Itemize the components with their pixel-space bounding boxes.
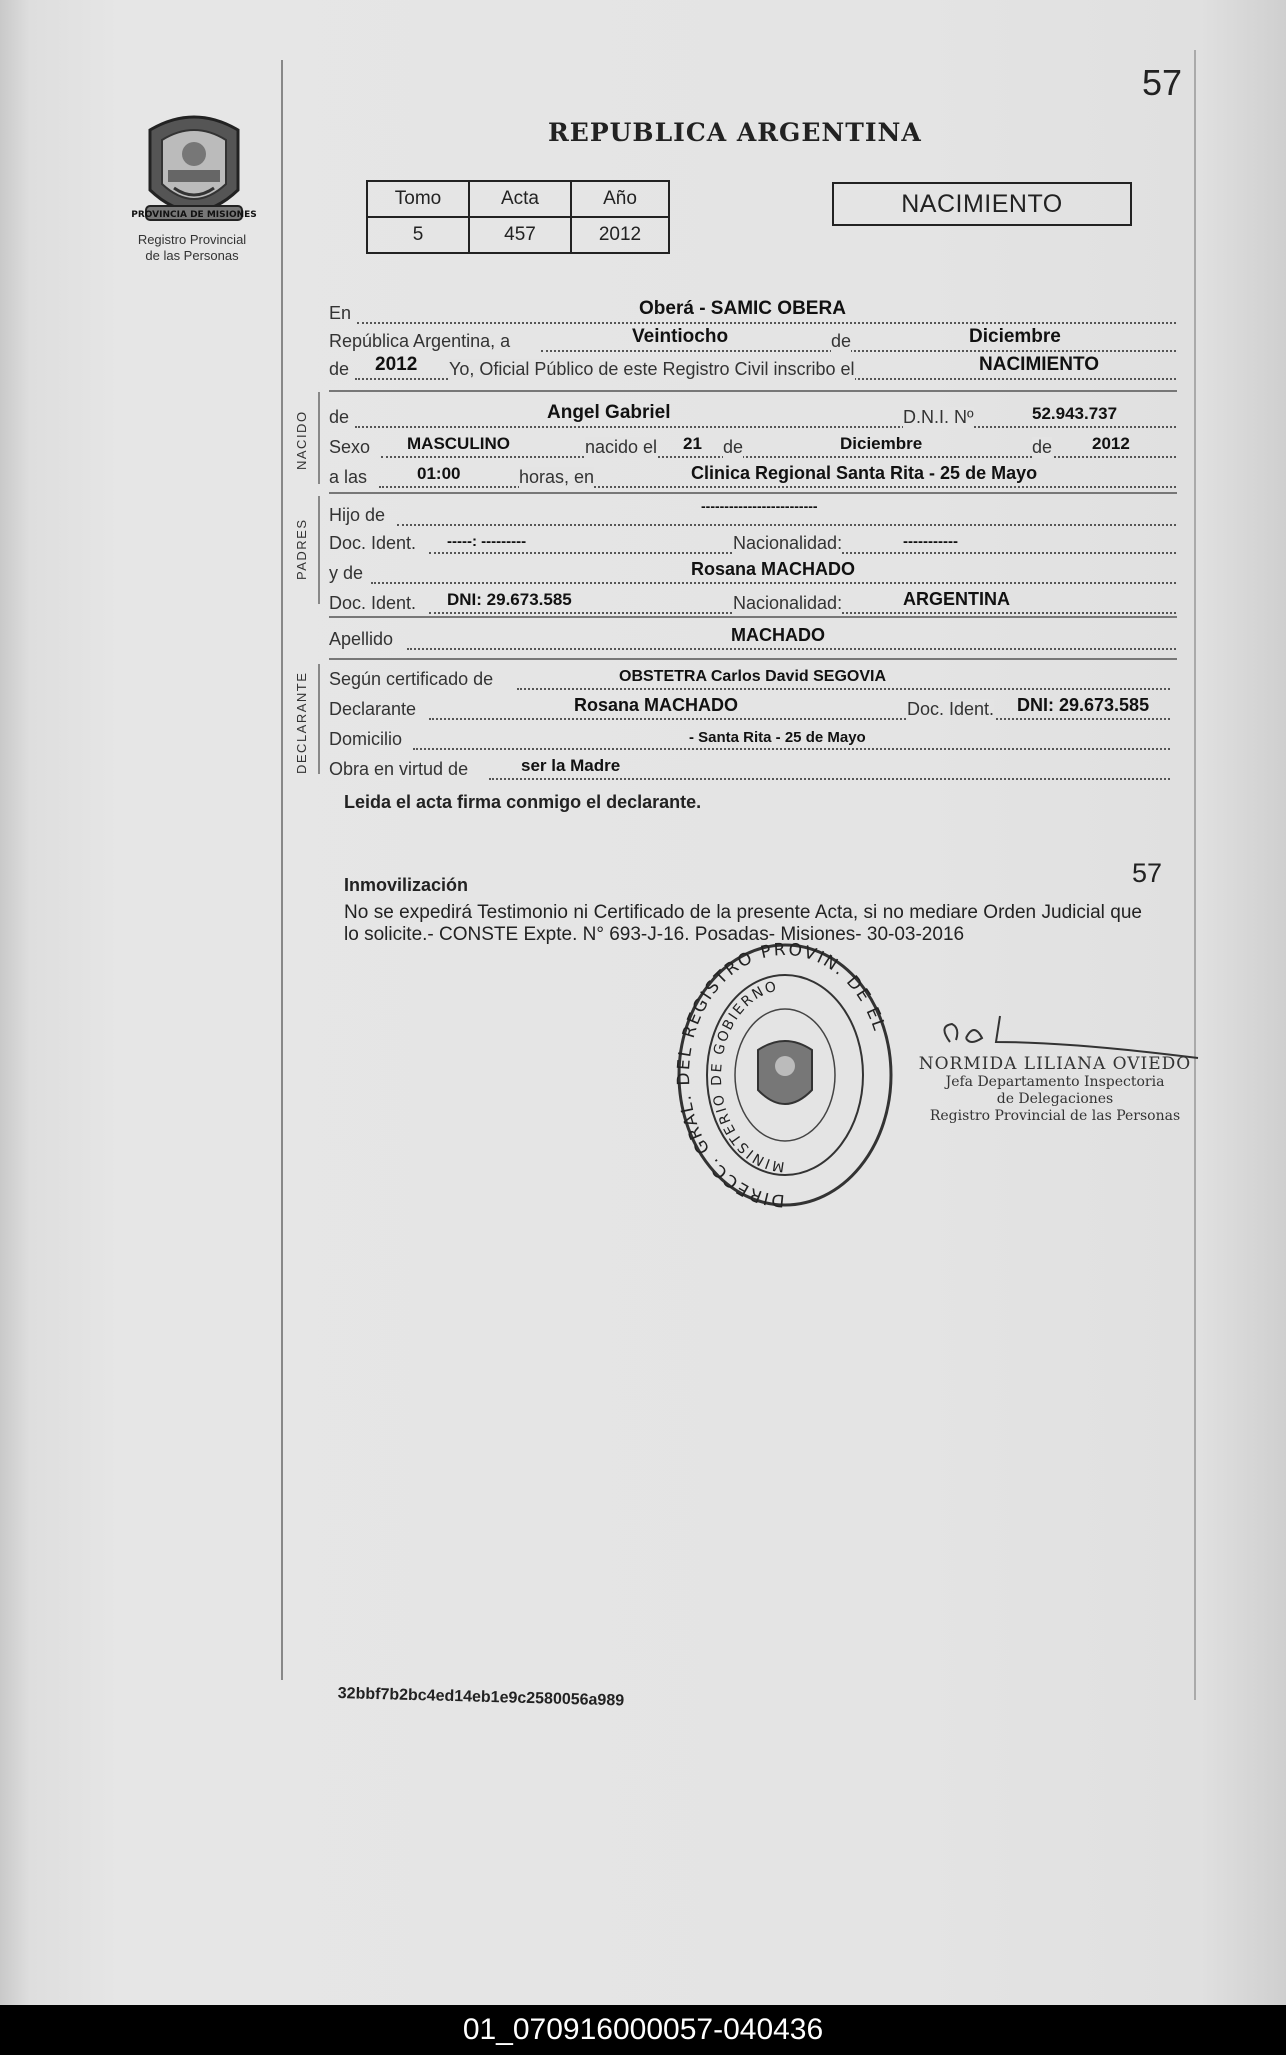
declarante-label: Declarante (329, 699, 417, 719)
father-doc-label: Doc. Ident. (329, 533, 417, 553)
certificate-value: OBSTETRA Carlos David SEGOVIA (619, 668, 887, 685)
birth-de-label: de (723, 437, 744, 457)
right-margin-line (1194, 50, 1196, 1700)
registry-caption (122, 232, 262, 264)
row-hijo-de (329, 498, 1176, 528)
footer-id-bar: 01_070916000057-040436 (0, 2005, 1286, 2055)
official-stamp-icon (674, 940, 896, 1210)
row-declarante (329, 696, 1176, 722)
nacido-el-label: nacido el (585, 437, 658, 457)
nacido-section-label: NACIDO (294, 410, 309, 470)
father-name-value: ------------------------- (701, 498, 818, 514)
row-year (329, 356, 1176, 382)
record-table (366, 180, 670, 254)
signatory-line3: Registro Provincial de las Personas (929, 1108, 1181, 1124)
nacido-de-label: de (329, 407, 350, 427)
acta-header: Acta (469, 181, 571, 217)
place-value: Oberá - SAMIC OBERA (639, 298, 846, 319)
row-republica (329, 328, 1176, 354)
anio-header: Año (571, 181, 669, 217)
declarante-doc-label: Doc. Ident. (907, 699, 995, 719)
obra-label: Obra en virtud de (329, 759, 469, 779)
mother-doc-label: Doc. Ident. (329, 593, 417, 613)
declarante-section-label: DECLARANTE (294, 671, 309, 774)
record-type-box: NACIMIENTO (832, 182, 1132, 226)
row-apellido (329, 626, 1176, 652)
certificado-label: Según certificado de (329, 669, 494, 689)
birth-place-value: Clinica Regional Santa Rita - 25 de Mayo (691, 463, 1038, 483)
padres-section-label: PADRES (294, 518, 309, 580)
row-certificado (329, 666, 1176, 692)
yo-label: Yo, Oficial Público de este Registro Civil inscribo el (449, 359, 855, 379)
hijo-de-label: Hijo de (329, 505, 386, 525)
signatory-line1: Jefa Departamento Inspectoria (945, 1074, 1165, 1090)
signatory-name: NORMIDA LILIANA OVIEDO (918, 1054, 1192, 1074)
father-nac-label: Nacionalidad: (733, 533, 843, 553)
mother-nac-label: Nacionalidad: (733, 593, 843, 613)
stamp-outer-text: DIRECC. GRAL. DEL REGISTRO PROVIN. DE EL (674, 940, 890, 1210)
birth-year-value: 2012 (1092, 434, 1130, 453)
signatory-line2: de Delegaciones (996, 1091, 1114, 1107)
act-value: NACIMIENTO (979, 354, 1099, 375)
row-hora (329, 464, 1176, 490)
mother-doc-value: DNI: 29.673.585 (447, 590, 572, 609)
child-dni-value: 52.943.737 (1032, 404, 1118, 423)
sexo-value: MASCULINO (407, 434, 510, 453)
y-de-label: y de (329, 563, 364, 583)
registry-caption-line1: Registro Provincial (137, 232, 247, 247)
record-table-header-row (367, 181, 669, 217)
row-mother-doc (329, 590, 1176, 616)
row-obra (329, 756, 1176, 782)
declarante-name-value: Rosana MACHADO (574, 695, 739, 715)
mother-name-value: Rosana MACHADO (691, 559, 856, 579)
basis-value: ser la Madre (521, 756, 621, 775)
mother-nationality-value: ARGENTINA (903, 589, 1010, 609)
father-doc-value: -----: --------- (447, 533, 527, 550)
row-domicilio (329, 726, 1176, 752)
inmovilizacion-text: No se expedirá Testimonio ni Certificado de la presente Acta, si no mediare Orden Judicial que lo solicite.- CONSTE Expte. N° 693-J-16. Posadas- Misiones- 30-03-2016 (344, 902, 1142, 945)
birth-de-label2: de (1032, 437, 1053, 457)
misiones-emblem-icon (131, 110, 257, 232)
inmovilizacion-heading: Inmovilización (344, 875, 469, 895)
time-value: 01:00 (417, 464, 461, 483)
de-label-year: de (329, 359, 350, 379)
declarante-doc-value: DNI: 29.673.585 (1017, 695, 1150, 715)
en-label: En (329, 303, 352, 323)
apellido-label: Apellido (329, 629, 394, 649)
tomo-value: 5 (367, 217, 469, 253)
dni-label: D.N.I. Nº (903, 407, 974, 427)
row-father-doc (329, 530, 1176, 556)
surname-value: MACHADO (731, 625, 825, 645)
record-table-value-row (367, 217, 669, 253)
birth-day-value: 21 (683, 434, 702, 453)
stamp-inner-text: MINISTERIO DE GOBIERNO (708, 978, 786, 1175)
birth-month-value: Diciembre (840, 434, 923, 453)
page-number: 57 (1142, 62, 1183, 103)
document-hash: 32bbf7b2bc4ed14eb1e9c2580056a989 (337, 1685, 625, 1710)
day-value: Veintiocho (632, 326, 729, 347)
sexo-label: Sexo (329, 437, 371, 457)
child-name-value: Angel Gabriel (547, 402, 671, 423)
republica-label: República Argentina, a (329, 331, 511, 351)
address-value: - Santa Rita - 25 de Mayo (689, 729, 866, 746)
left-margin-line (281, 60, 283, 1680)
row-en (329, 300, 1176, 326)
row-nacido-name (329, 404, 1176, 430)
registry-caption-line2: de las Personas (145, 248, 239, 263)
inmovilizacion-number: 57 (1132, 858, 1163, 888)
country-title: REPUBLICA ARGENTINA (548, 118, 922, 147)
horas-label: horas, en (519, 467, 595, 487)
alas-label: a las (329, 467, 368, 487)
father-nationality-value: ----------- (903, 533, 958, 550)
de-label: de (831, 331, 852, 351)
tomo-header: Tomo (367, 181, 469, 217)
month-value: Diciembre (969, 326, 1061, 347)
signature-block (905, 1018, 1205, 1125)
domicilio-label: Domicilio (329, 729, 403, 749)
emblem-text: PROVINCIA DE MISIONES (131, 210, 257, 220)
anio-value: 2012 (571, 217, 669, 253)
acta-value: 457 (469, 217, 571, 253)
row-y-de (329, 560, 1176, 586)
closing-note: Leida el acta firma conmigo el declarante. (344, 792, 702, 812)
row-sexo (329, 434, 1176, 460)
year-value: 2012 (375, 354, 418, 375)
